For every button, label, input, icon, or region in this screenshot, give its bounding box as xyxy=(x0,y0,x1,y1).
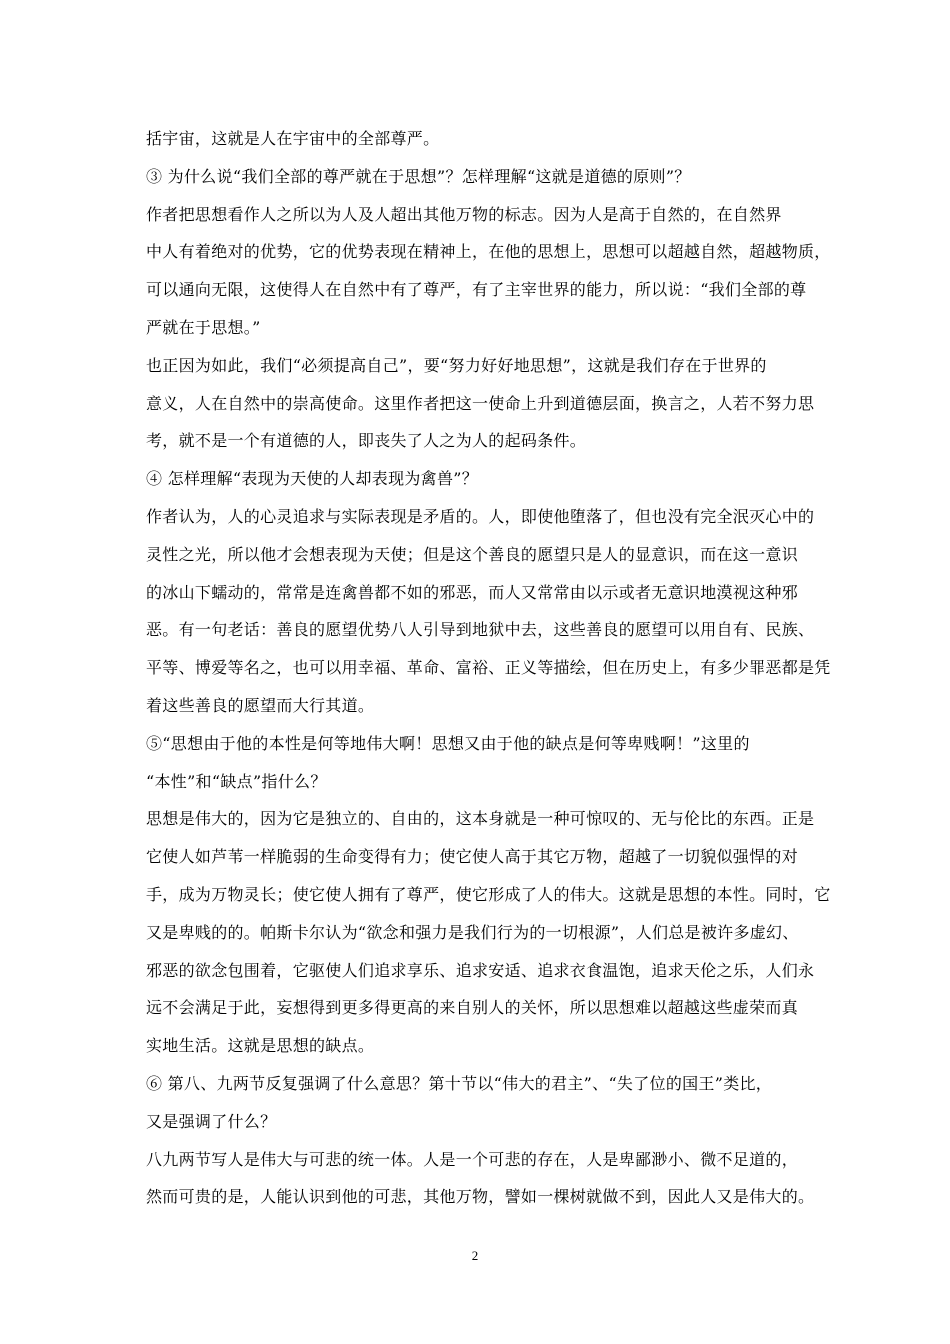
question-6-line: 又是强调了什么？ xyxy=(146,1111,277,1131)
text-line: 邪恶的欲念包围着，它驱使人们追求享乐、追求安适、追求衣食温饱，追求天伦之乐，人们永 xyxy=(146,960,815,980)
text-line: 可以通向无限，这使得人在自然中有了尊严，有了主宰世界的能力，所以说：“我们全部的尊 xyxy=(146,280,807,300)
text-line: 也正因为如此，我们“必须提高自己”，要“努力好好地思想”，这就是我们存在于世界的 xyxy=(146,355,767,375)
text-line: 平等、博爱等名之，也可以用幸福、革命、富裕、正义等描绘，但在历史上，有多少罪恶都是凭 xyxy=(146,658,831,678)
text-line: 思想是伟大的，因为它是独立的、自由的，这本身就是一种可惊叹的、无与伦比的东西。正是 xyxy=(146,809,815,829)
text-line: 远不会满足于此，妄想得到更多得更高的来自别人的关怀，所以思想难以超越这些虚荣而真 xyxy=(146,998,799,1018)
question-4-line: ④ 怎样理解“表现为天使的人却表现为禽兽”？ xyxy=(146,469,479,489)
text-line: 中人有着绝对的优势，它的优势表现在精神上，在他的思想上，思想可以超越自然，超越物质， xyxy=(146,242,831,262)
document-body xyxy=(146,120,831,1216)
text-line: 它使人如芦苇一样脆弱的生命变得有力；使它使人高于其它万物，超越了一切貌似强悍的对 xyxy=(146,847,799,867)
page-number: 2 xyxy=(471,1248,479,1263)
text-line: 严就在于思想。” xyxy=(146,317,261,337)
question-5-line: ⑤“思想由于他的本性是何等地伟大啊！思想又由于他的缺点是何等卑贱啊！”这里的 xyxy=(146,733,750,753)
question-3-line: ③ 为什么说“我们全部的尊严就在于思想”？怎样理解“这就是道德的原则”？ xyxy=(146,166,691,186)
question-6-line: ⑥ 第八、九两节反复强调了什么意思？第十节以“伟大的君主”、“失了位的国王”类比， xyxy=(146,1073,773,1093)
text-line: 灵性之光，所以他才会想表现为天使；但是这个善良的愿望只是人的显意识，而在这一意识 xyxy=(146,544,799,564)
text-line: 考，就不是一个有道德的人，即丧失了人之为人的起码条件。 xyxy=(146,431,587,451)
text-line: 括宇宙，这就是人在宇宙中的全部尊严。 xyxy=(146,129,440,148)
text-line: 着这些善良的愿望而大行其道。 xyxy=(146,695,375,715)
text-line: 手，成为万物灵长；使它使人拥有了尊严，使它形成了人的伟大。这就是思想的本性。同时，它 xyxy=(146,884,831,904)
text-line: 八九两节写人是伟大与可悲的统一体。人是一个可悲的存在，人是卑鄙渺小、微不足道的， xyxy=(146,1149,799,1169)
text-line: 又是卑贱的的。帕斯卡尔认为“欲念和强力是我们行为的一切根源”，人们总是被许多虚幻、 xyxy=(146,922,799,942)
text-line: 作者把思想看作人之所以为人及人超出其他万物的标志。因为人是高于自然的，在自然界 xyxy=(146,204,782,224)
text-line: 意义，人在自然中的崇高使命。这里作者把这一使命上升到道德层面，换言之，人若不努力思 xyxy=(146,393,815,413)
text-line: 作者认为，人的心灵追求与实际表现是矛盾的。人，即使他堕落了，但也没有完全泯灭心中的 xyxy=(146,506,815,526)
text-line: 实地生活。这就是思想的缺点。 xyxy=(146,1036,375,1056)
text-line: 然而可贵的是，人能认识到他的可悲，其他万物，譬如一棵树就做不到，因此人又是伟大的。 xyxy=(146,1187,815,1207)
text-line: 的冰山下蠕动的，常常是连禽兽都不如的邪恶，而人又常常由以示或者无意识地漠视这种邪 xyxy=(146,582,799,602)
question-5-line: “本性”和“缺点”指什么？ xyxy=(146,771,327,791)
text-line: 恶。有一句老话：善良的愿望优势八人引导到地狱中去，这些善良的愿望可以用自有、民族、 xyxy=(146,620,815,640)
